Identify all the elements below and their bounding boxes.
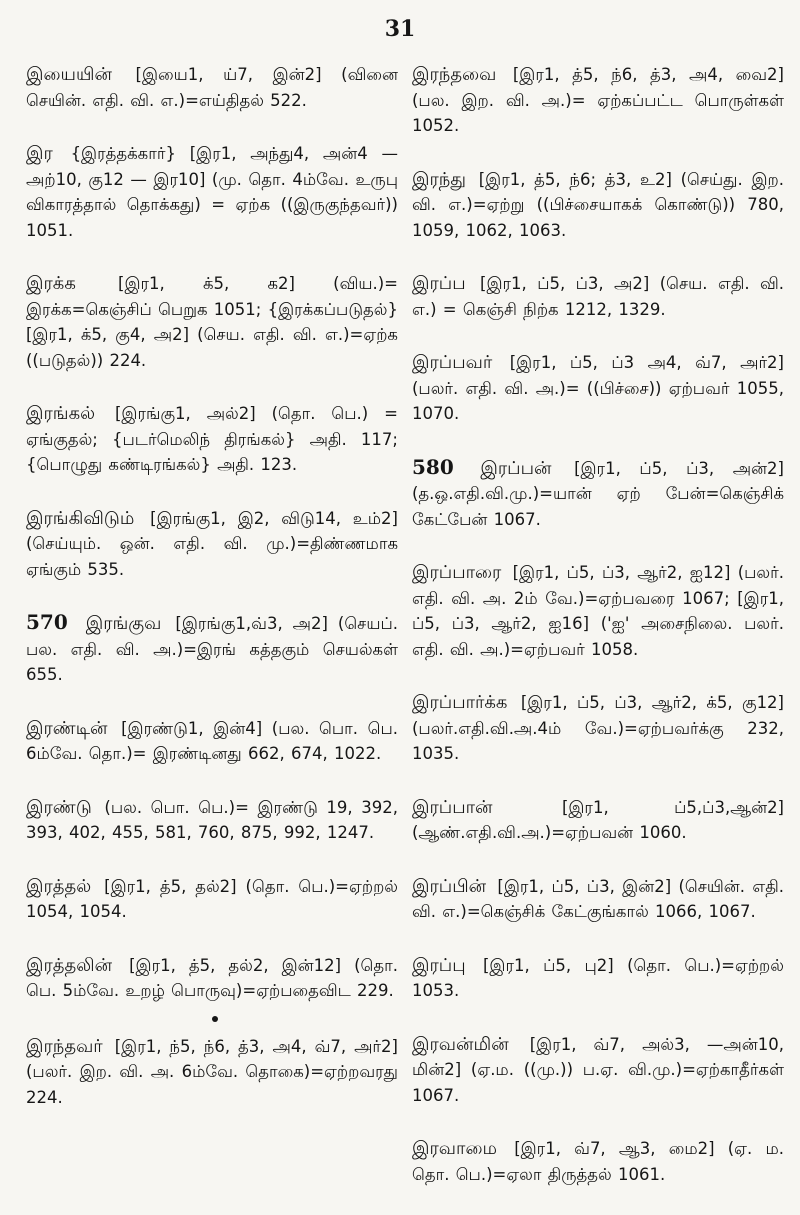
headword: இரப்பின் [412,875,487,897]
headword: இரண்டின் [26,717,108,739]
entry-text: [இர1, த்5, தல்2, இன்12] (தொ. பெ. 5ம்வே. உறழ் பொருவு)=ஏற்பதைவிட 229. [26,955,398,1000]
entry-text: [இர1, ப்5, பு2] (தொ. பெ.)=ஏற்றல் 1053. [412,955,784,1000]
headword: இரப்பவர் [412,352,493,373]
headword: இயையின் [26,64,112,85]
entry-irandavar [26,1034,398,1111]
entry-iravanmin [412,1032,784,1109]
entry-irattalin [26,953,398,1004]
entry-text: [இர1, ப்5, ப்3, ஆர்2, ஐ12] (பலர். எதி. வி. அ. 2ம் வே.)=ஏற்பவரை 1067; [இர1, ப்5, ப்3, ஆர்2, ஐ16] ('ஐ' அசைநிலை. பலர். எதி. வி. அ.)=ஏற்பவர் 1058. [412,563,784,659]
entry-number: 570 [26,610,68,634]
headword: இரந்தவை [412,64,497,85]
headword: இரங்கல் [26,403,96,424]
page-number: 31 [384,16,416,42]
headword: இரங்கிவிடும் [26,507,135,529]
entry-irapparai [412,560,784,662]
entry-irattal [26,874,398,925]
entry-text: [இர1, ப்5, ப்3, ஆர்2, க்5, கு12] (பலர்.எதி.வி.அ.4ம் வே.)=ஏற்பவர்க்கு 232, 1035. [412,693,784,763]
entry-irandu [26,795,398,846]
headword: இரப்ப [412,273,466,294]
entry-text: [இரண்டு1, இன்4] (பல. பொ. பெ. 6ம்வே. தொ.)= இரண்டினது 662, 674, 1022. [26,718,398,763]
entry-text: [இரங்கு1,வ்3, அ2] (செயப். பல. எதி. வி. அ.)=இரங் கத்தகும் செயல்கள் 655. [26,614,398,684]
entry-text: [இரங்கு1, இ2, விடு14, உம்2] (செய்யும். ஒன். எதி. வி. மு.)=திண்ணமாக ஏங்கும் 535. [26,508,398,579]
headword: இரவன்மின் [412,1033,509,1055]
headword: இரப்பான் [412,796,493,818]
entry-irandu-verb [412,167,784,244]
entry-text: {இரத்தக்கார்} [இர1, அந்து4, அன்4 — அற்10, கு12 — இர10] (மு. தொ. 4ம்வே. உருபு விகாரத்தால் தொக்கது) = ஏற்க ((இருகுந்தவர்)) 1051. [26,144,398,240]
entry-text: [இர1, த்5, தல்2] (தொ. பெ.)=ஏற்றல் 1054, 1054. [26,876,399,921]
entry-number: 580 [412,454,454,479]
entry-text: [இர1, ந்5, ந்6, த்3, அ4, வ்7, அர்2] (பலர். இற. வி. அ. 6ம்வே. தொகை)=ஏற்றவரது 224. [26,1036,398,1107]
entry-irangal [26,401,398,478]
entry-irappa [412,271,784,322]
entry-irapparkka [412,690,784,767]
entry-iranguva [26,610,398,688]
entry-text: [இர1, ப்5, ப்3, அன்2] (த.ஒ.எதி.வி.மு.)=யான் ஏற் பேன்=கெஞ்சிக் கேட்பேன் 1067. [412,458,784,529]
entry-irandavai [412,62,784,139]
entry-irappan [412,455,784,533]
entry-text: [இர1, த்5, ந்6, த்3, அ4, வை2] (பல. இற. வி. அ.)= ஏற்கப்பட்ட பொருள்கள் 1052. [412,65,784,135]
headword: இரண்டு [26,796,92,818]
headword: இரங்குவ [85,613,162,634]
entry-irakka [26,271,398,373]
entry-text: (பல. பொ. பெ.)= இரண்டு 19, 392, 393, 402, 455, 581, 760, 875, 992, 1247. [26,797,398,842]
entry-iravamai [412,1136,784,1187]
headword: இரப்பன் [480,457,552,479]
entry-iyaiyin [26,62,398,113]
entry-text: [இர1, வ்7, அல்3, —அன்10, மின்2] (ஏ.ம. ((மு.)) ப.ஏ. வி.மு.)=ஏற்காதீர்கள் 1067. [412,1034,784,1105]
headword: இரப்பார்க்க [412,692,508,713]
headword: இரத்தலின் [26,954,113,976]
entry-irappin [412,874,784,925]
headword: இரந்து [412,168,466,190]
entry-text: [இர1, ப்5, ப்3, அ2] (செய. எதி. வி. எ.) = கெஞ்சி நிற்க 1212, 1329. [412,274,785,319]
headword: இரப்பாரை [412,562,502,583]
bullet-dot [212,1016,218,1022]
entry-text: [இர1, க்5, க2] (விய.)= இரக்க=கெஞ்சிப் பெறுக 1051; {இரக்கப்படுதல்} [இர1, க்5, கு4, அ2] (செய. எதி. வி. எ.)=ஏற்க ((படுதல்)) 224. [26,274,398,370]
entry-text: [இர1, த்5, ந்6; த்3, உ2] (செய்து. இற. வி. எ.)=ஏற்று ((பிச்சையாகக் கொண்டு)) 780, 1059, 1062, 1063. [412,169,784,240]
entry-text: [இரங்கு1, அல்2] (தொ. பெ.) = ஏங்குதல்; {படர்மெலிந் திரங்கல்} அதி. 117; {பொழுது கண்டிரங்கல்} அதி. 123. [26,404,399,474]
entry-text: [இர1, ப்5,ப்3,ஆன்2] (ஆண்.எதி.வி.அ.)=ஏற்பவன் 1060. [412,797,784,842]
entry-ira [26,141,398,243]
headword: இரக்க [26,273,76,294]
entry-irappan-masc [412,795,784,846]
entry-irappavar [412,350,784,427]
entry-irandin [26,716,398,767]
right-column [412,62,784,1215]
left-column [26,62,398,1138]
headword: இரவாமை [412,1138,497,1159]
entry-text: [இர1, ப்5, ப்3 அ4, வ்7, அர்2] (பலர். எதி. வி. அ.)= ((பிச்சை)) ஏற்பவர் 1055, 1070. [412,353,784,423]
headword: இரத்தல் [26,875,92,897]
entry-text: [இர1, வ்7, ஆ3, மை2] (ஏ. ம. தொ. பெ.)=ஏலா திருத்தல் 1061. [412,1139,784,1184]
entry-text: [இயை1, ய்7, இன்2] (வினை செயின். எதி. வி. எ.)=எய்திதல் 522. [26,65,398,110]
entry-text: [இர1, ப்5, ப்3, இன்2] (செயின். எதி. வி. எ.)=கெஞ்சிக் கேட்குங்கால் 1066, 1067. [412,876,784,921]
entry-irappu [412,953,784,1004]
headword: இர [26,143,53,164]
headword: இரப்பு [412,954,466,976]
headword: இரந்தவர் [26,1035,103,1057]
entry-irangividum [26,506,398,583]
